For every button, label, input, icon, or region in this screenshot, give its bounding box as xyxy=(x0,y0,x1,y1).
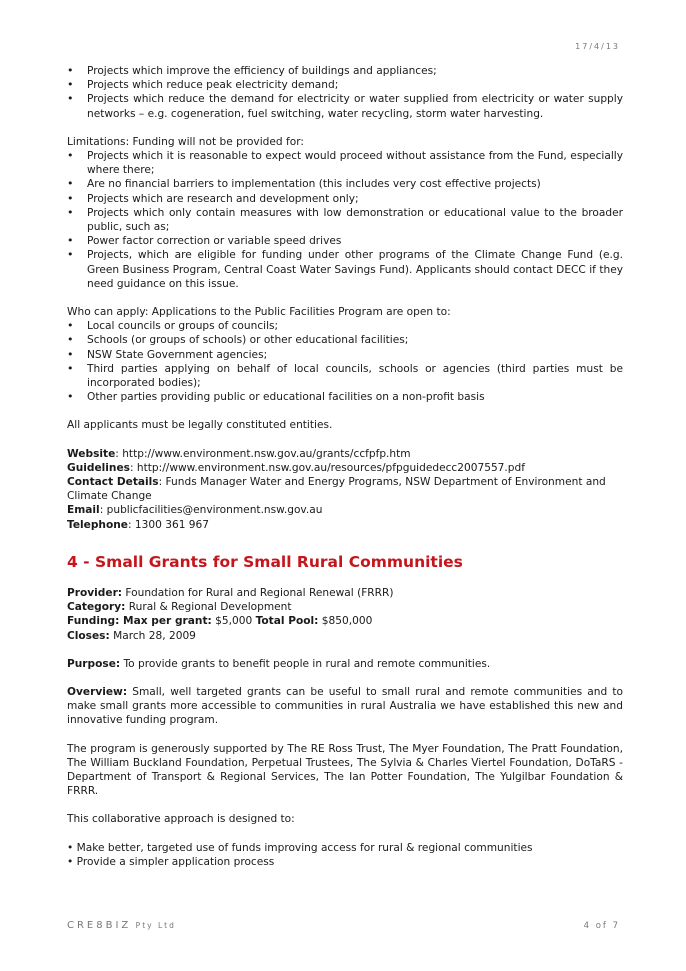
purpose-label: Purpose: xyxy=(67,657,121,670)
overview-paragraph xyxy=(67,685,623,728)
list-item: • Third parties applying on behalf of local councils, schools or agencies (third parties must be incorporated bodies); xyxy=(67,362,623,390)
collaborative-list xyxy=(67,841,623,869)
page-number: 4 of 7 xyxy=(583,921,620,931)
footer-company xyxy=(67,920,176,931)
contact-details-value: : Funds Manager Water and Energy Programs, NSW Department of Environment and Climate Change xyxy=(67,476,606,503)
purpose-paragraph xyxy=(67,657,623,671)
closes-value: March 28, 2009 xyxy=(109,629,196,642)
funding-label: Funding: Max per grant: xyxy=(67,615,212,628)
list-item: • Projects, which are eligible for funding under other programs of the Climate Change Fund (e.g. Green Business Program, Central Coast Water Savings Fund). Applicants should contact DECC if they need guidance on this issue. xyxy=(67,248,623,291)
guidelines-label: Guidelines xyxy=(67,461,130,474)
provider-label: Provider: xyxy=(67,586,123,599)
applicants-note: All applicants must be legally constituted entities. xyxy=(67,419,333,432)
funding-line xyxy=(67,614,623,628)
telephone-value: : 1300 361 967 xyxy=(127,518,210,531)
pool-value: $850,000 xyxy=(318,615,373,628)
section-heading: 4 - Small Grants for Small Rural Communities xyxy=(67,552,463,571)
purpose-value: To provide grants to benefit people in rural and remote communities. xyxy=(120,657,491,670)
list-item: • Projects which only contain measures with low demonstration or educational value to the broader public, such as; xyxy=(67,206,623,234)
list-item: • Are no financial barriers to implementation (this includes very cost effective projects) xyxy=(67,177,623,191)
collaborative-intro: This collaborative approach is designed to: xyxy=(67,813,295,826)
contact-details-line xyxy=(67,475,623,503)
website-label: Website xyxy=(67,447,116,460)
category-label: Category: xyxy=(67,601,126,614)
category-value: Rural & Regional Development xyxy=(125,601,292,614)
list-item: • Projects which it is reasonable to expect would proceed without assistance from the Fund, especially where there; xyxy=(67,149,623,177)
overview-label: Overview: xyxy=(67,685,128,698)
efficiency-bullet-list xyxy=(67,64,623,121)
guidelines-line xyxy=(67,461,623,475)
list-item: • Power factor correction or variable speed drives xyxy=(67,234,623,248)
overview-value: Small, well targeted grants can be useful to small rural and remote communities and to make small grants more accessible to communities in rural Australia we have established this new and innovative funding program. xyxy=(67,685,623,727)
who-can-apply-intro: Who can apply: Applications to the Public Facilities Program are open to: xyxy=(67,306,451,319)
contact-block xyxy=(67,447,623,532)
list-item: • Projects which improve the efficiency of buildings and appliances; xyxy=(67,64,623,78)
closes-label: Closes: xyxy=(67,629,110,642)
grant-summary xyxy=(67,586,623,643)
provider-line xyxy=(67,586,623,600)
email-label: Email xyxy=(67,504,100,517)
category-line xyxy=(67,600,623,614)
email-link[interactable]: : publicfacilities@environment.nsw.gov.au xyxy=(99,504,323,517)
list-item: • Projects which are research and development only; xyxy=(67,192,623,206)
list-item: • Other parties providing public or educational facilities on a non-profit basis xyxy=(67,390,623,404)
website-link[interactable]: : http://www.environment.nsw.gov.au/grants/ccfpfp.htm xyxy=(115,447,411,460)
limitations-intro: Limitations: Funding will not be provided for: xyxy=(67,135,304,148)
limitations-list xyxy=(67,149,623,291)
list-item: • NSW State Government agencies; xyxy=(67,348,623,362)
page-body xyxy=(67,64,623,869)
company-suffix: Pty Ltd xyxy=(131,921,176,930)
email-line xyxy=(67,503,623,517)
telephone-line xyxy=(67,518,623,532)
pool-label: Total Pool: xyxy=(255,615,319,628)
list-item: • Projects which reduce peak electricity demand; xyxy=(67,78,623,92)
header-date: 17/4/13 xyxy=(575,42,620,51)
list-item: • Schools (or groups of schools) or other educational facilities; xyxy=(67,333,623,347)
guidelines-link[interactable]: : http://www.environment.nsw.gov.au/resources/pfpguidedecc2007557.pdf xyxy=(129,461,525,474)
funding-value: $5,000 xyxy=(211,615,256,628)
provider-value: Foundation for Rural and Regional Renewal (FRRR) xyxy=(122,586,394,599)
contact-details-label: Contact Details xyxy=(67,476,159,489)
list-item: • Projects which reduce the demand for electricity or water supplied from electricity or water supply networks – e.g. cogeneration, fuel switching, water recycling, storm water harvesting. xyxy=(67,92,623,120)
telephone-label: Telephone xyxy=(67,518,128,531)
list-item: • Local councils or groups of councils; xyxy=(67,319,623,333)
who-can-apply-list xyxy=(67,319,623,404)
company-name: CRE8BIZ xyxy=(67,920,132,931)
website-line xyxy=(67,447,623,461)
supporters-paragraph: The program is generously supported by The RE Ross Trust, The Myer Foundation, The Pratt Foundation, The William Buckland Foundation, Perpetual Trustees, The Sylvia & Charles Viertel Foundation, DoTaRS - Department of Transport & Regional Services, The Ian Potter Foundation, The Yulgilbar Foundation & FRRR. xyxy=(67,742,623,798)
list-item: • Provide a simpler application process xyxy=(67,855,275,868)
list-item: • Make better, targeted use of funds improving access for rural & regional communities xyxy=(67,841,533,854)
closes-line xyxy=(67,629,623,643)
